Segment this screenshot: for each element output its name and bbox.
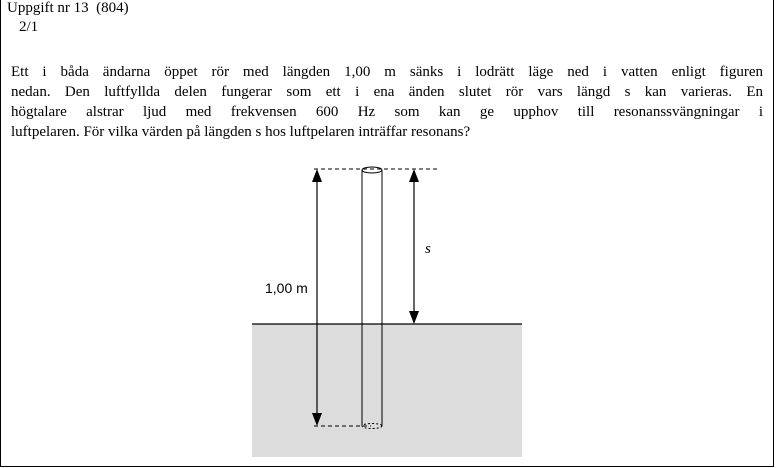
task-heading: Uppgift nr 13: [7, 0, 89, 16]
problem-line: högtalare alstrar ljud med frekvensen 600 Hz som kan ge upphov till resonanssvängningar i: [11, 104, 763, 120]
problem-line: luftpelaren. För vilka värden på längden s hos luftpelaren inträffar resonans?: [11, 124, 471, 140]
water-region: [252, 324, 522, 457]
task-points: 2/1: [19, 19, 39, 35]
tube-figure: [1, 0, 775, 466]
air-column-label: s: [425, 241, 431, 257]
tube-top-opening: [362, 167, 382, 173]
air-column-arrow: [409, 169, 419, 324]
task-code: (804): [96, 0, 129, 16]
problem-line: nedan. Den luftfyllda delen fungerar som ett i ena änden slutet rör vars längd s kan varieras. En: [11, 84, 763, 100]
problem-line: Ett i båda ändarna öppet rör med längden 1,00 m sänks i lodrätt läge ned i vatten enligt figuren: [11, 64, 763, 80]
tube-length-label: 1,00 m: [265, 280, 308, 296]
